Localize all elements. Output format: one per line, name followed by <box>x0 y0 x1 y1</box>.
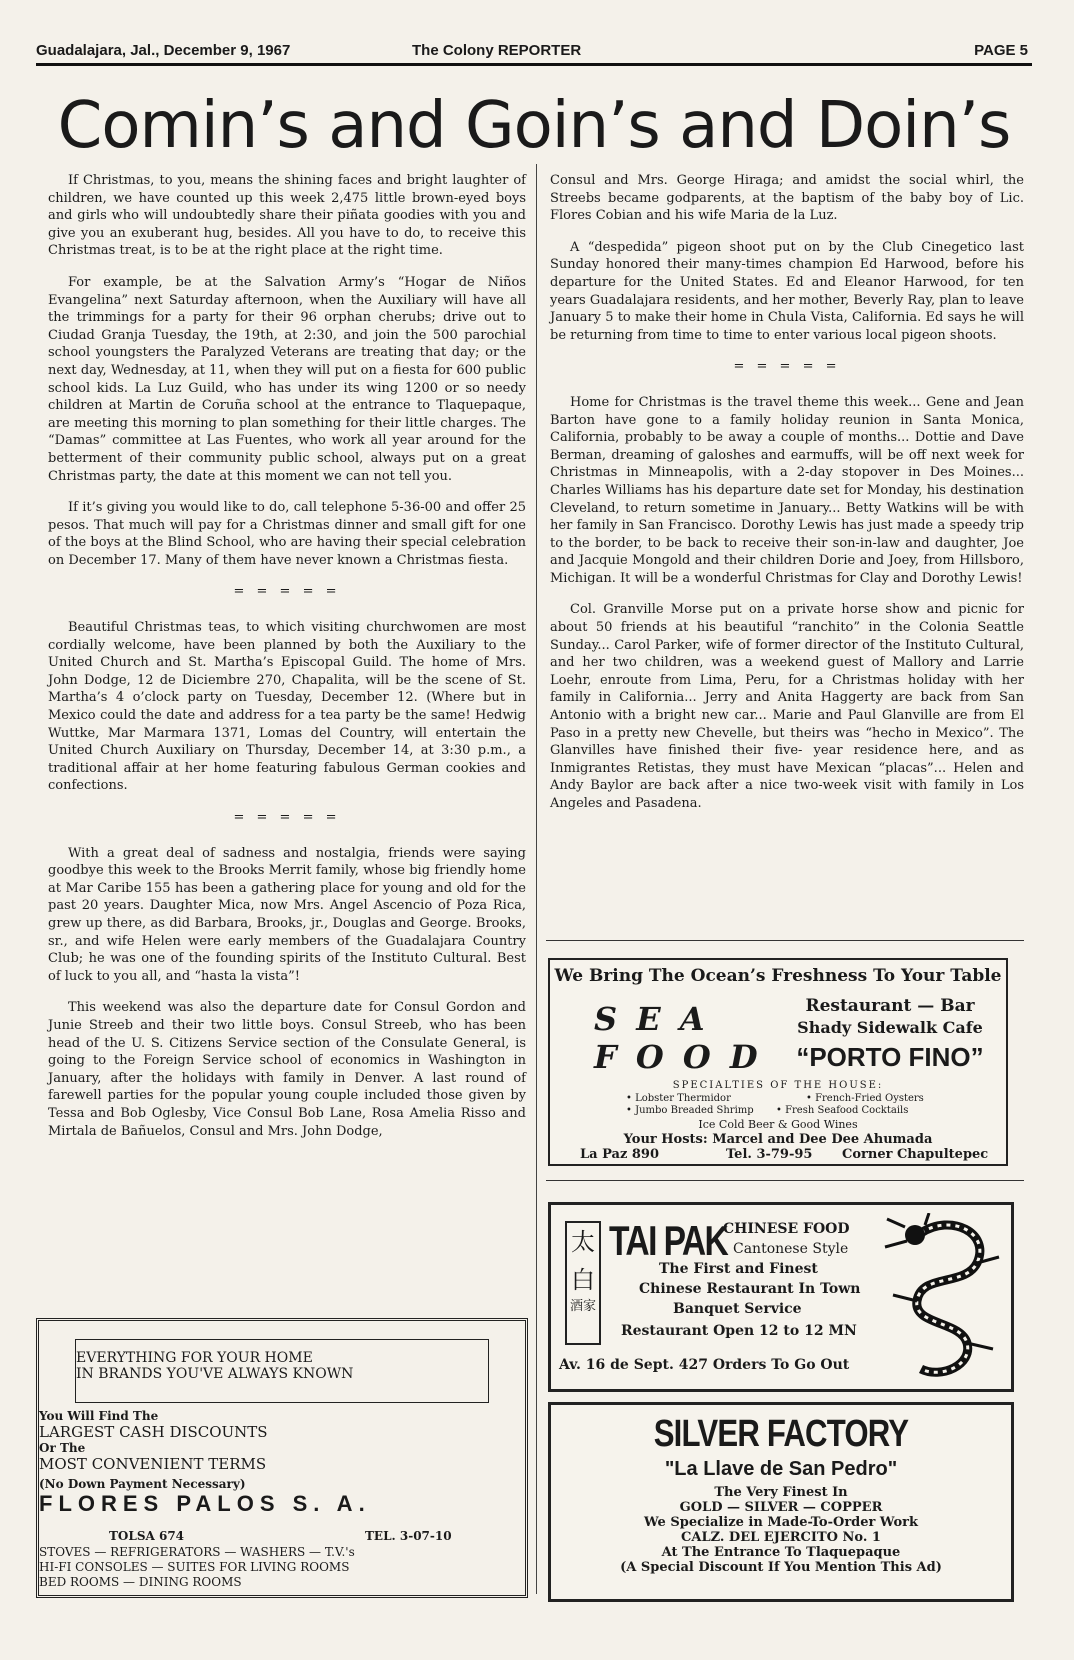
menu-item: • Lobster Thermidor <box>626 1093 731 1104</box>
chinese-sign <box>565 1221 601 1345</box>
ad-line: You Will Find The <box>39 1409 159 1423</box>
taipak-ad <box>548 1202 1014 1392</box>
ad-line: Chinese Restaurant In Town <box>639 1281 861 1297</box>
sign-glyph: 太 <box>571 1228 595 1256</box>
page-number: PAGE 5 <box>974 42 1028 59</box>
flores-palos-ad <box>36 1318 528 1598</box>
sign-glyph: 酒家 <box>569 1299 596 1314</box>
headline: Comin’s and Goin’s and Doin’s <box>57 89 1011 163</box>
masthead <box>36 40 1032 66</box>
ad-address: La Paz 890 <box>580 1147 659 1162</box>
ad-line: Cantonese Style <box>733 1241 849 1257</box>
ad-line: CHINESE FOOD <box>723 1221 850 1237</box>
ad-tagline: We Bring The Ocean’s Freshness To Your Table <box>554 966 1002 986</box>
ad-line: (A Special Discount If You Mention This Ad) <box>620 1560 942 1575</box>
left-column <box>48 172 526 1154</box>
ad-line: We Specialize in Made-To-Order Work <box>644 1515 918 1530</box>
article-paragraph: If it’s giving you would like to do, call telephone 5-36-00 and offer 25 pesos. That much will pay for a Christmas dinner and small gift for one of the boys at the Blind School, who are having their special celebration on December 17. Many of them have never known a Christmas fiesta. <box>48 500 526 568</box>
ad-line: STOVES — REFRIGERATORS — WASHERS — T.V.'s <box>39 1545 355 1559</box>
menu-item: • Jumbo Breaded Shrimp <box>626 1105 754 1116</box>
ad-line: The Very Finest In <box>714 1485 848 1500</box>
section-separator: = = = = = <box>733 359 841 375</box>
article-paragraph: With a great deal of sadness and nostalgia, friends were saying goodbye this week to the Brooks Merrit family, whose big friendly home at Mar Caribe 155 has been a gathering place for young and old for the past 20 years. Daughter Mica, now Mrs. Angel Ascencio of Poza Rica, grew up there, as did Barbara, Brooks, jr., Douglas and George. Brooks, sr., and wife Helen were early members of the Guadalajara Country Club; he was one of the founding spirits of the Instituto Cultural. Best of luck to you all, and “hasta la vista”! <box>48 845 526 984</box>
article-paragraph: For example, be at the Salvation Army’s “Hogar de Niños Evangelina” next Saturday afternoon, when the Auxiliary will have all the trimmings for a party for their 96 orphan cherubs; drive out to Ciudad Granja Tuesday, the 19th, at 2:30, and join the 500 parochial school youngsters the Paralyzed Veterans are treating that day; or the next day, Wednesday, at 11, when they will put on a fiesta for 600 public school kids. La Luz Guild, who has under its wing 1200 or so needy children at Martin de Coruña school at the entrance to Tlaquepaque, are meeting this morning to plan something for their little charges. The “Damas” committee at Las Fuentes, who work all year around for the betterment of their community public school, always put on a great Christmas party, the date at this moment we can not tell you. <box>48 274 526 484</box>
rule <box>546 1180 1024 1181</box>
ad-line: Av. 16 de Sept. 427 Orders To Go Out <box>559 1357 850 1373</box>
ad-title: SILVER FACTORY <box>653 1413 909 1455</box>
right-column <box>550 172 1024 827</box>
dateline: Guadalajara, Jal., December 9, 1967 <box>36 42 291 59</box>
taipak-name: TAI PAK <box>609 1217 728 1264</box>
ad-address: TOLSA 674 <box>109 1529 185 1543</box>
seafood-ad <box>548 958 1008 1166</box>
ad-line: MOST CONVENIENT TERMS <box>39 1455 267 1473</box>
article-paragraph: This weekend was also the departure date for Consul Gordon and Junie Streeb and their two little boys. Consul Streeb, who has been head of the U. S. Citizens Service section of the Consulate General, is going to the Foreign Service school of economics in Washington in January, after the holidays with family in Denver. A last round of farewell parties for the popular young couple included those given by Tessa and Bob Oglesby, Vice Consul Bob Lane, Rosa Amelia Risso and Mirtala de Bañuelos, Consul and Mrs. John Dodge, <box>48 1000 526 1139</box>
ad-line: Restaurant Open 12 to 12 MN <box>621 1323 857 1339</box>
ad-line: The First and Finest <box>659 1261 818 1277</box>
ad-line: LARGEST CASH DISCOUNTS <box>39 1423 268 1441</box>
ad-line: GOLD — SILVER — COPPER <box>679 1500 883 1515</box>
article-paragraph: Beautiful Christmas teas, to which visiting churchwomen are most cordially welcome, have been planned by both the Auxiliary to the United Church and St. Martha’s Episcopal Guild. The home of Mrs. John Dodge, 12 de Diciembre 270, Chapalita, will be the scene of St. Martha’s 4 o’clock party on Tuesday, December 12. (Where but in Mexico could the date and address for a tea party be the same! Hedwig Wuttke, Mar Marmara 1371, Lomas del Country, will entertain the United Church Auxiliary on Thursday, December 14, at 3:30 p.m., a traditional affair at her home featuring fabulous German cookies and confections. <box>48 620 526 794</box>
ad-corner: Corner Chapultepec <box>842 1147 989 1162</box>
restaurant-name: “PORTO FINO” <box>796 1042 984 1072</box>
ad-line: CALZ. DEL EJERCITO No. 1 <box>681 1530 881 1545</box>
specials-heading: SPECIALTIES OF THE HOUSE: <box>672 1080 884 1091</box>
ad-line: HI-FI CONSOLES — SUITES FOR LIVING ROOMS <box>39 1560 350 1574</box>
ad-header-box <box>75 1339 489 1403</box>
food-text: F O O D <box>594 1038 762 1076</box>
ad-tel: Tel. 3-79-95 <box>726 1147 813 1162</box>
menu-item: • Fresh Seafood Cocktails <box>776 1105 909 1116</box>
ad-body <box>39 1409 525 1517</box>
hosts-line: Your Hosts: Marcel and Dee Dee Ahumada <box>623 1132 933 1147</box>
article-paragraph: Col. Granville Morse put on a private horse show and picnic for about 50 friends at his beautiful “ranchito” in the Colonia Seattle Sunday... Carol Parker, wife of former director of the Instituto Cultural, and her two children, was a weekend guest of Mallory and Larrie Loehr, enroute from Lima, Peru, for a Christmas holiday with her family in California... Jerry and Anita Haggerty are back from San Antonio with a bright new car... Marie and Paul Glanville are from El Paso in a pretty new Chevelle, but theirs was “hecho in Mexico”. The Glanvilles have finished their five- year residence here, and as Inmigrantes Retistas, they must have Mexican “placas”... Helen and Andy Baylor are back after a nice two-week visit with family in Los Angeles and Pasadena. <box>550 602 1024 811</box>
article-paragraph: Home for Christmas is the travel theme this week... Gene and Jean Barton have gone to a family holiday reunion in Santa Monica, California, probably to be away a couple of months... Dottie and Dave Berman, dreaming of galoshes and earmuffs, will be off next week for Christmas in Minneapolis, with a 2-day stopover in Des Moines... Charles Williams has his departure date set for Monday, his destination Cleveland, to return sometime in January... Betty Watkins will be with her family in San Francisco. Dorothy Lewis has just made a speedy trip to the border, to be back to receive their son-in-law and daughter, Joe and Jacquie Mongold and their children Dorie and Joey, from Hillsboro, Michigan. It will be a wonderful Christmas for Clay and Dorothy Lewis! <box>550 394 1024 586</box>
ad-subtitle: "La Llave de San Pedro" <box>664 1458 898 1480</box>
article-paragraph: Consul and Mrs. George Hiraga; and amidst the social whirl, the Streebs became godparents, at the baptism of the baby boy of Lic. Flores Cobian and his wife Maria de la Luz. <box>550 173 1024 224</box>
ad-line: At The Entrance To Tlaquepaque <box>661 1545 901 1560</box>
ad-line: EVERYTHING FOR YOUR HOME <box>76 1350 313 1366</box>
company-name: FLORES PALOS S. A. <box>39 1491 371 1516</box>
sea-text: S E A <box>594 1000 709 1038</box>
sign-glyph: 白 <box>571 1266 595 1294</box>
article-paragraph: If Christmas, to you, means the shining faces and bright laughter of children, we have counted up this week 2,475 little brown-eyed boys and girls who will undoubtedly share their piñata goodies with you and give you an exuberant hug, besides. All you have to do, to receive this Christmas treat, is to be at the right place at the right time. <box>48 173 526 259</box>
ad-type: Restaurant — Bar <box>805 996 975 1016</box>
dragon-icon <box>881 1213 1007 1385</box>
ad-shady: Shady Sidewalk Cafe <box>797 1018 983 1037</box>
silver-factory-ad <box>548 1402 1014 1602</box>
ad-line: Or The <box>39 1441 86 1455</box>
ad-line: (No Down Payment Necessary) <box>39 1477 246 1491</box>
section-separator: = = = = = <box>233 810 341 825</box>
article-paragraph: A “despedida” pigeon shoot put on by the Club Cinegetico last Sunday honored their many-times champion Ed Harwood, before his departure for the United States. Ed and Eleanor Harwood, for ten years Guadalajara residents, and her mother, Beverly Ray, plan to leave January 5 to make their home in Chula Vista, California. Ed says he will be returning from time to time to enter various local pigeon shoots. <box>550 239 1024 343</box>
column-divider <box>536 164 537 1594</box>
rule <box>546 940 1024 941</box>
menu-item: • French-Fried Oysters <box>806 1093 924 1104</box>
ad-line: IN BRANDS YOU'VE ALWAYS KNOWN <box>76 1366 354 1382</box>
ad-line: BED ROOMS — DINING ROOMS <box>39 1575 242 1589</box>
section-separator: = = = = = <box>233 584 341 600</box>
paper-name: The Colony REPORTER <box>412 42 582 59</box>
ad-tel: TEL. 3-07-10 <box>365 1529 452 1543</box>
ad-product-lines <box>39 1545 525 1590</box>
ad-line: Banquet Service <box>673 1301 802 1317</box>
drinks-line: Ice Cold Beer & Good Wines <box>698 1118 858 1131</box>
